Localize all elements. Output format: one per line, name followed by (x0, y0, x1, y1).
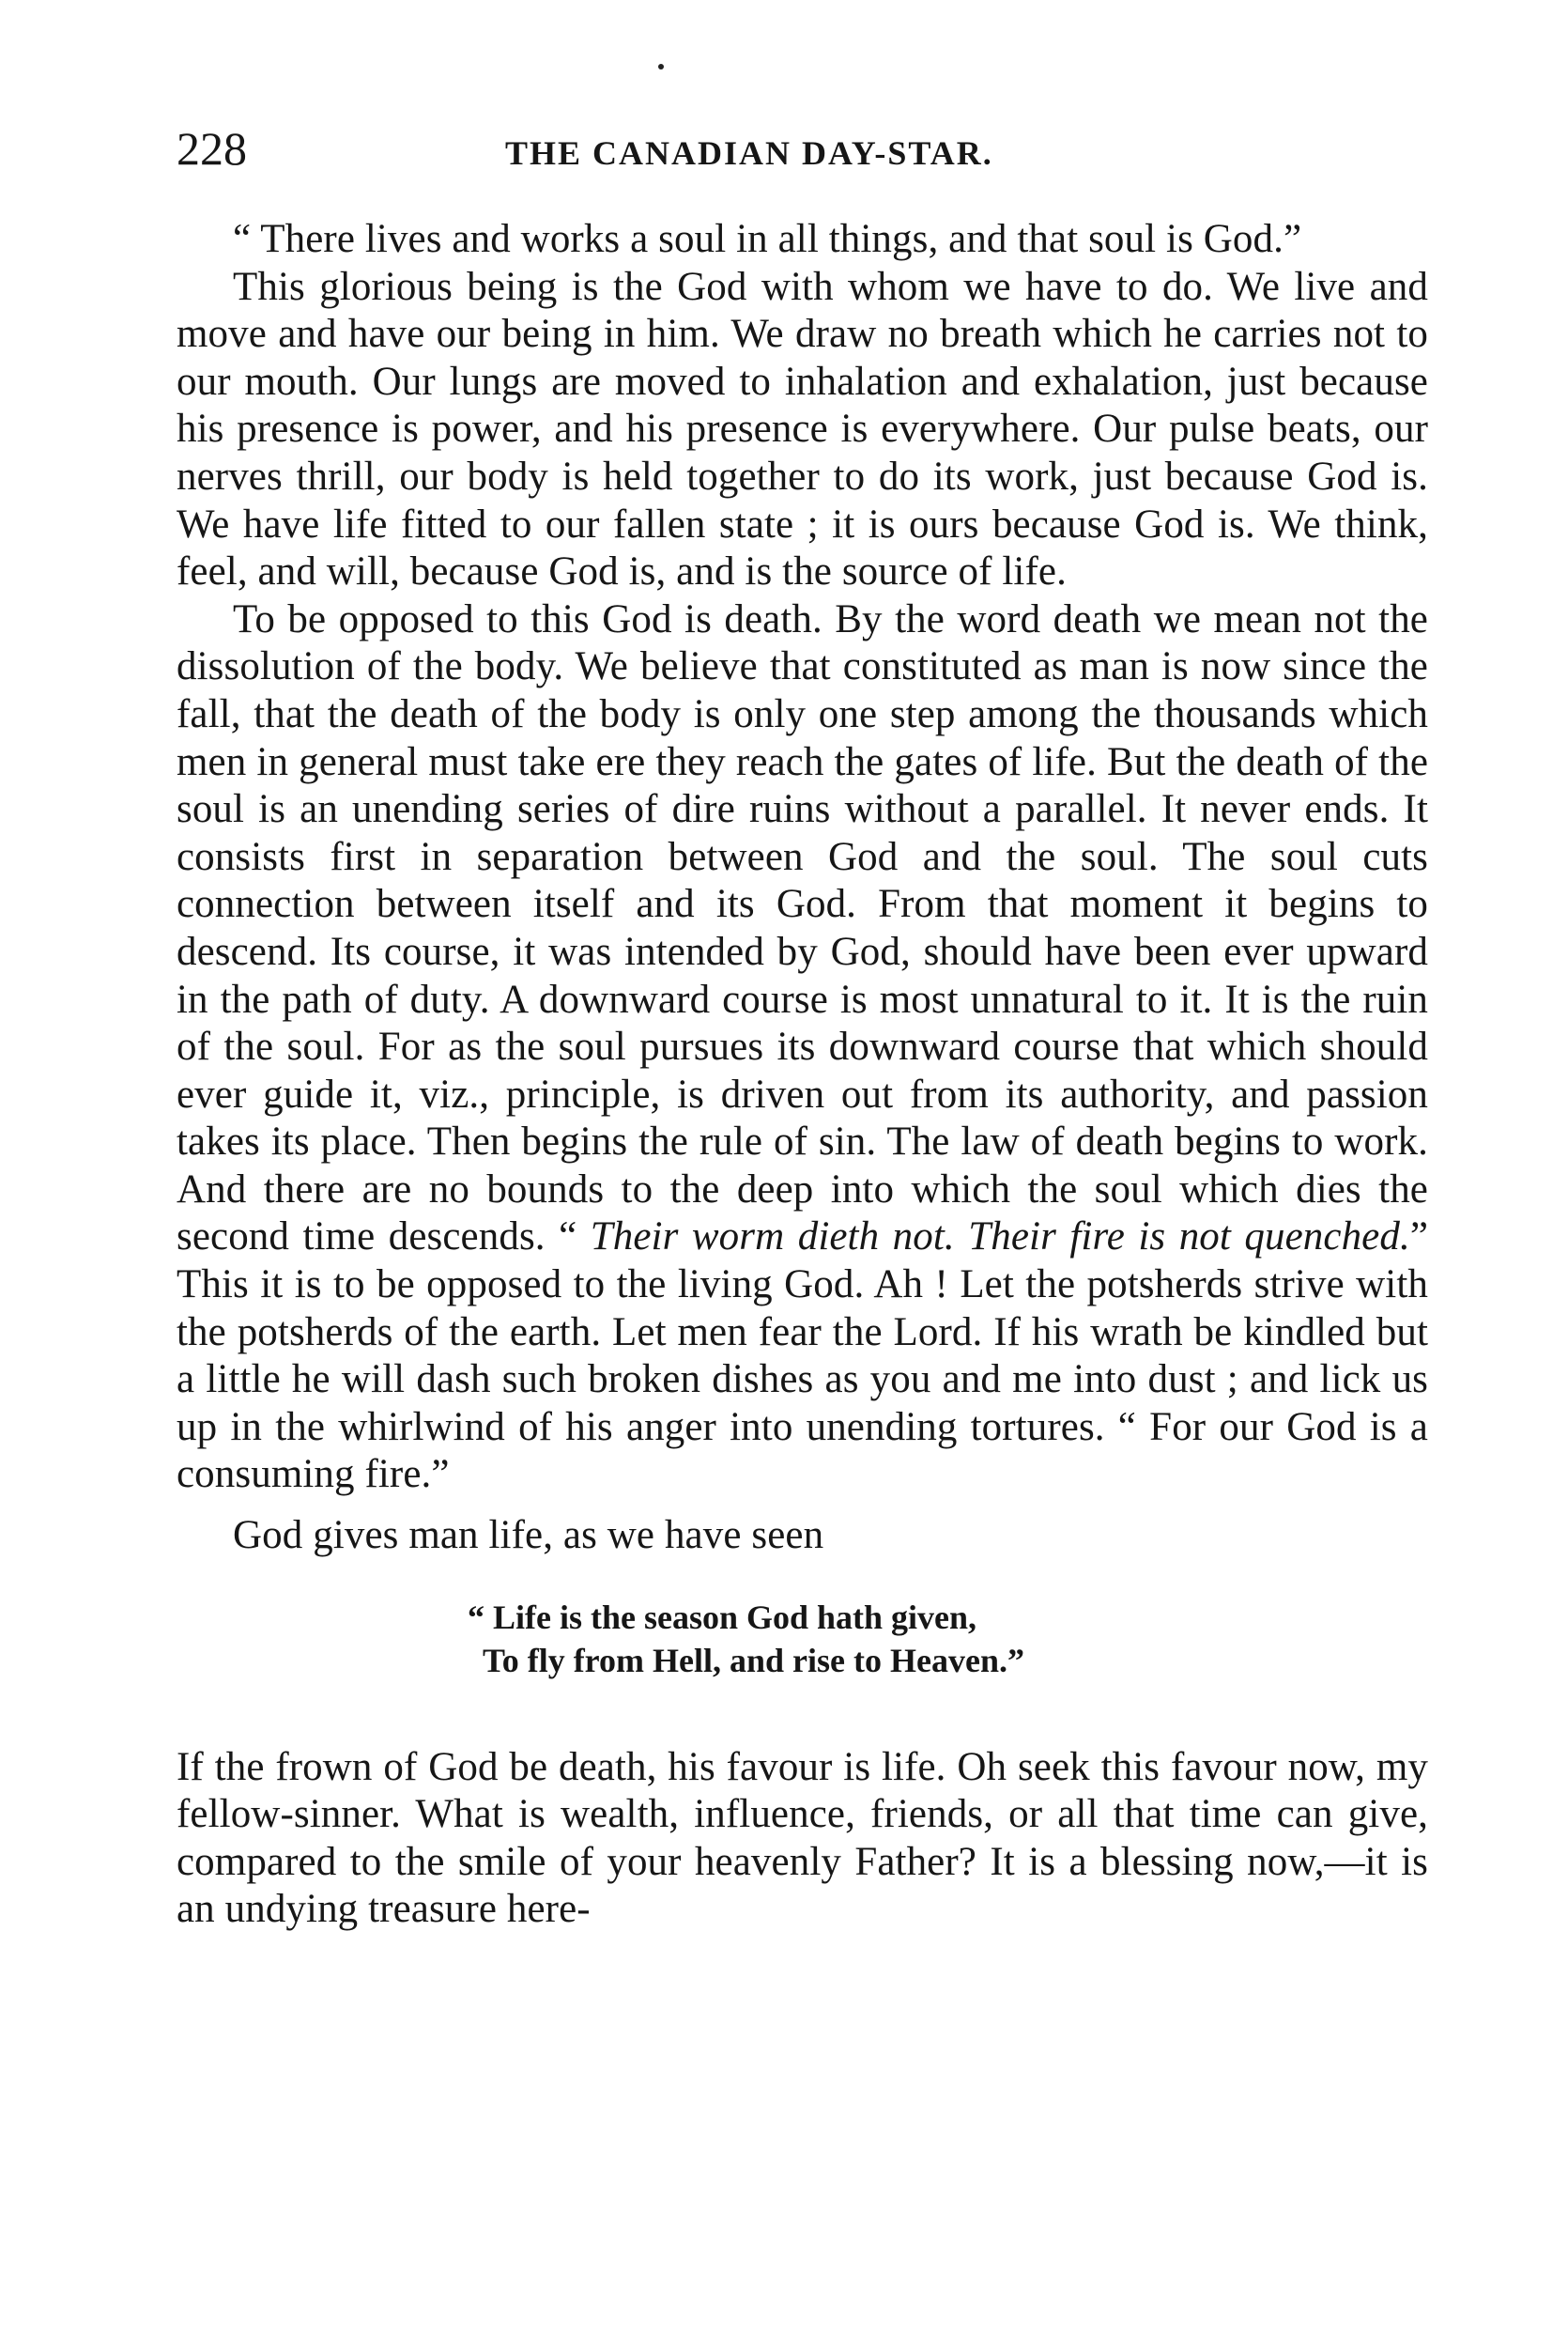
running-title: THE CANADIAN DAY-STAR. (505, 134, 993, 172)
page-header (177, 120, 1425, 186)
glorious-being-paragraph: This glorious being is the God with whom we have to do. We live and move and have our being in him. We draw no breath which he carries not to our mouth. Our lungs are moved to inhalation and exhalation, just because his presence is power, and his presence is everywhere. Our pulse beats, our nerves thrill, our body is held together to do its work, just because God is. We have life fitted to our fallen state ; it is ours because God is. We think, feel, and will, because God is, and is the source of life. (177, 264, 1428, 595)
verse-line: “ Life is the season God hath given, (468, 1598, 977, 1636)
print-speck (658, 64, 664, 70)
life-intro-paragraph: God gives man life, as we have seen (233, 1513, 824, 1558)
page-body (177, 216, 1428, 1934)
favour-paragraph: If the frown of God be death, his favour is life. Oh seek this favour now, my fellow-sinner. What is wealth, influence, friends, or all that time can give, compared to the smile of your heavenly Father? It is a blessing now,—it is an undying treasure here- (177, 1744, 1428, 1932)
death-paragraph-text: To be opposed to this God is death. By the word death we mean not the dissolution of the body. We believe that constituted as man is now since the fall, that the death of the body is only one step among the thousands which men in general must take ere they reach the gates of life. But the death of the soul is an unending series of dire ruins without a parallel. It never ends. It consists first in separation between God and the soul. The soul cuts connection between itself and its God. From that moment it begins to descend. Its course, it was intended by God, should have been ever upward in the path of duty. A downward course is most unnatural to it. It is the ruin of the soul. For as the soul pursues its downward course that which should ever guide it, viz., principle, is driven out from its authority, and passion takes its place. Then begins the rule of sin. The law of death begins to work. And there are no bounds to the deep into which the soul which dies the second time descends. “ (177, 596, 1428, 1259)
italic-quotation: Their worm dieth not. Their fire is not quenched. (590, 1214, 1410, 1259)
page-number: 228 (177, 122, 247, 175)
death-paragraph-text-continued: ” This it is to be opposed to the living God. Ah ! Let the potsherds strive with the potsherds of the earth. Let men fear the Lord. If his wrath be kindled but a little he will dash such broken dishes as you and me into dust ; and lick us up in the whirlwind of his anger into unending tortures. “ For our God is a consuming fire.” (177, 1214, 1428, 1497)
verse-quotation (468, 1596, 1428, 1682)
death-paragraph (177, 596, 1428, 1499)
verse-line: To fly from Hell, and rise to Heaven.” (483, 1641, 1024, 1679)
opening-quote-paragraph: “ There lives and works a soul in all things, and that soul is God.” (233, 217, 1302, 261)
